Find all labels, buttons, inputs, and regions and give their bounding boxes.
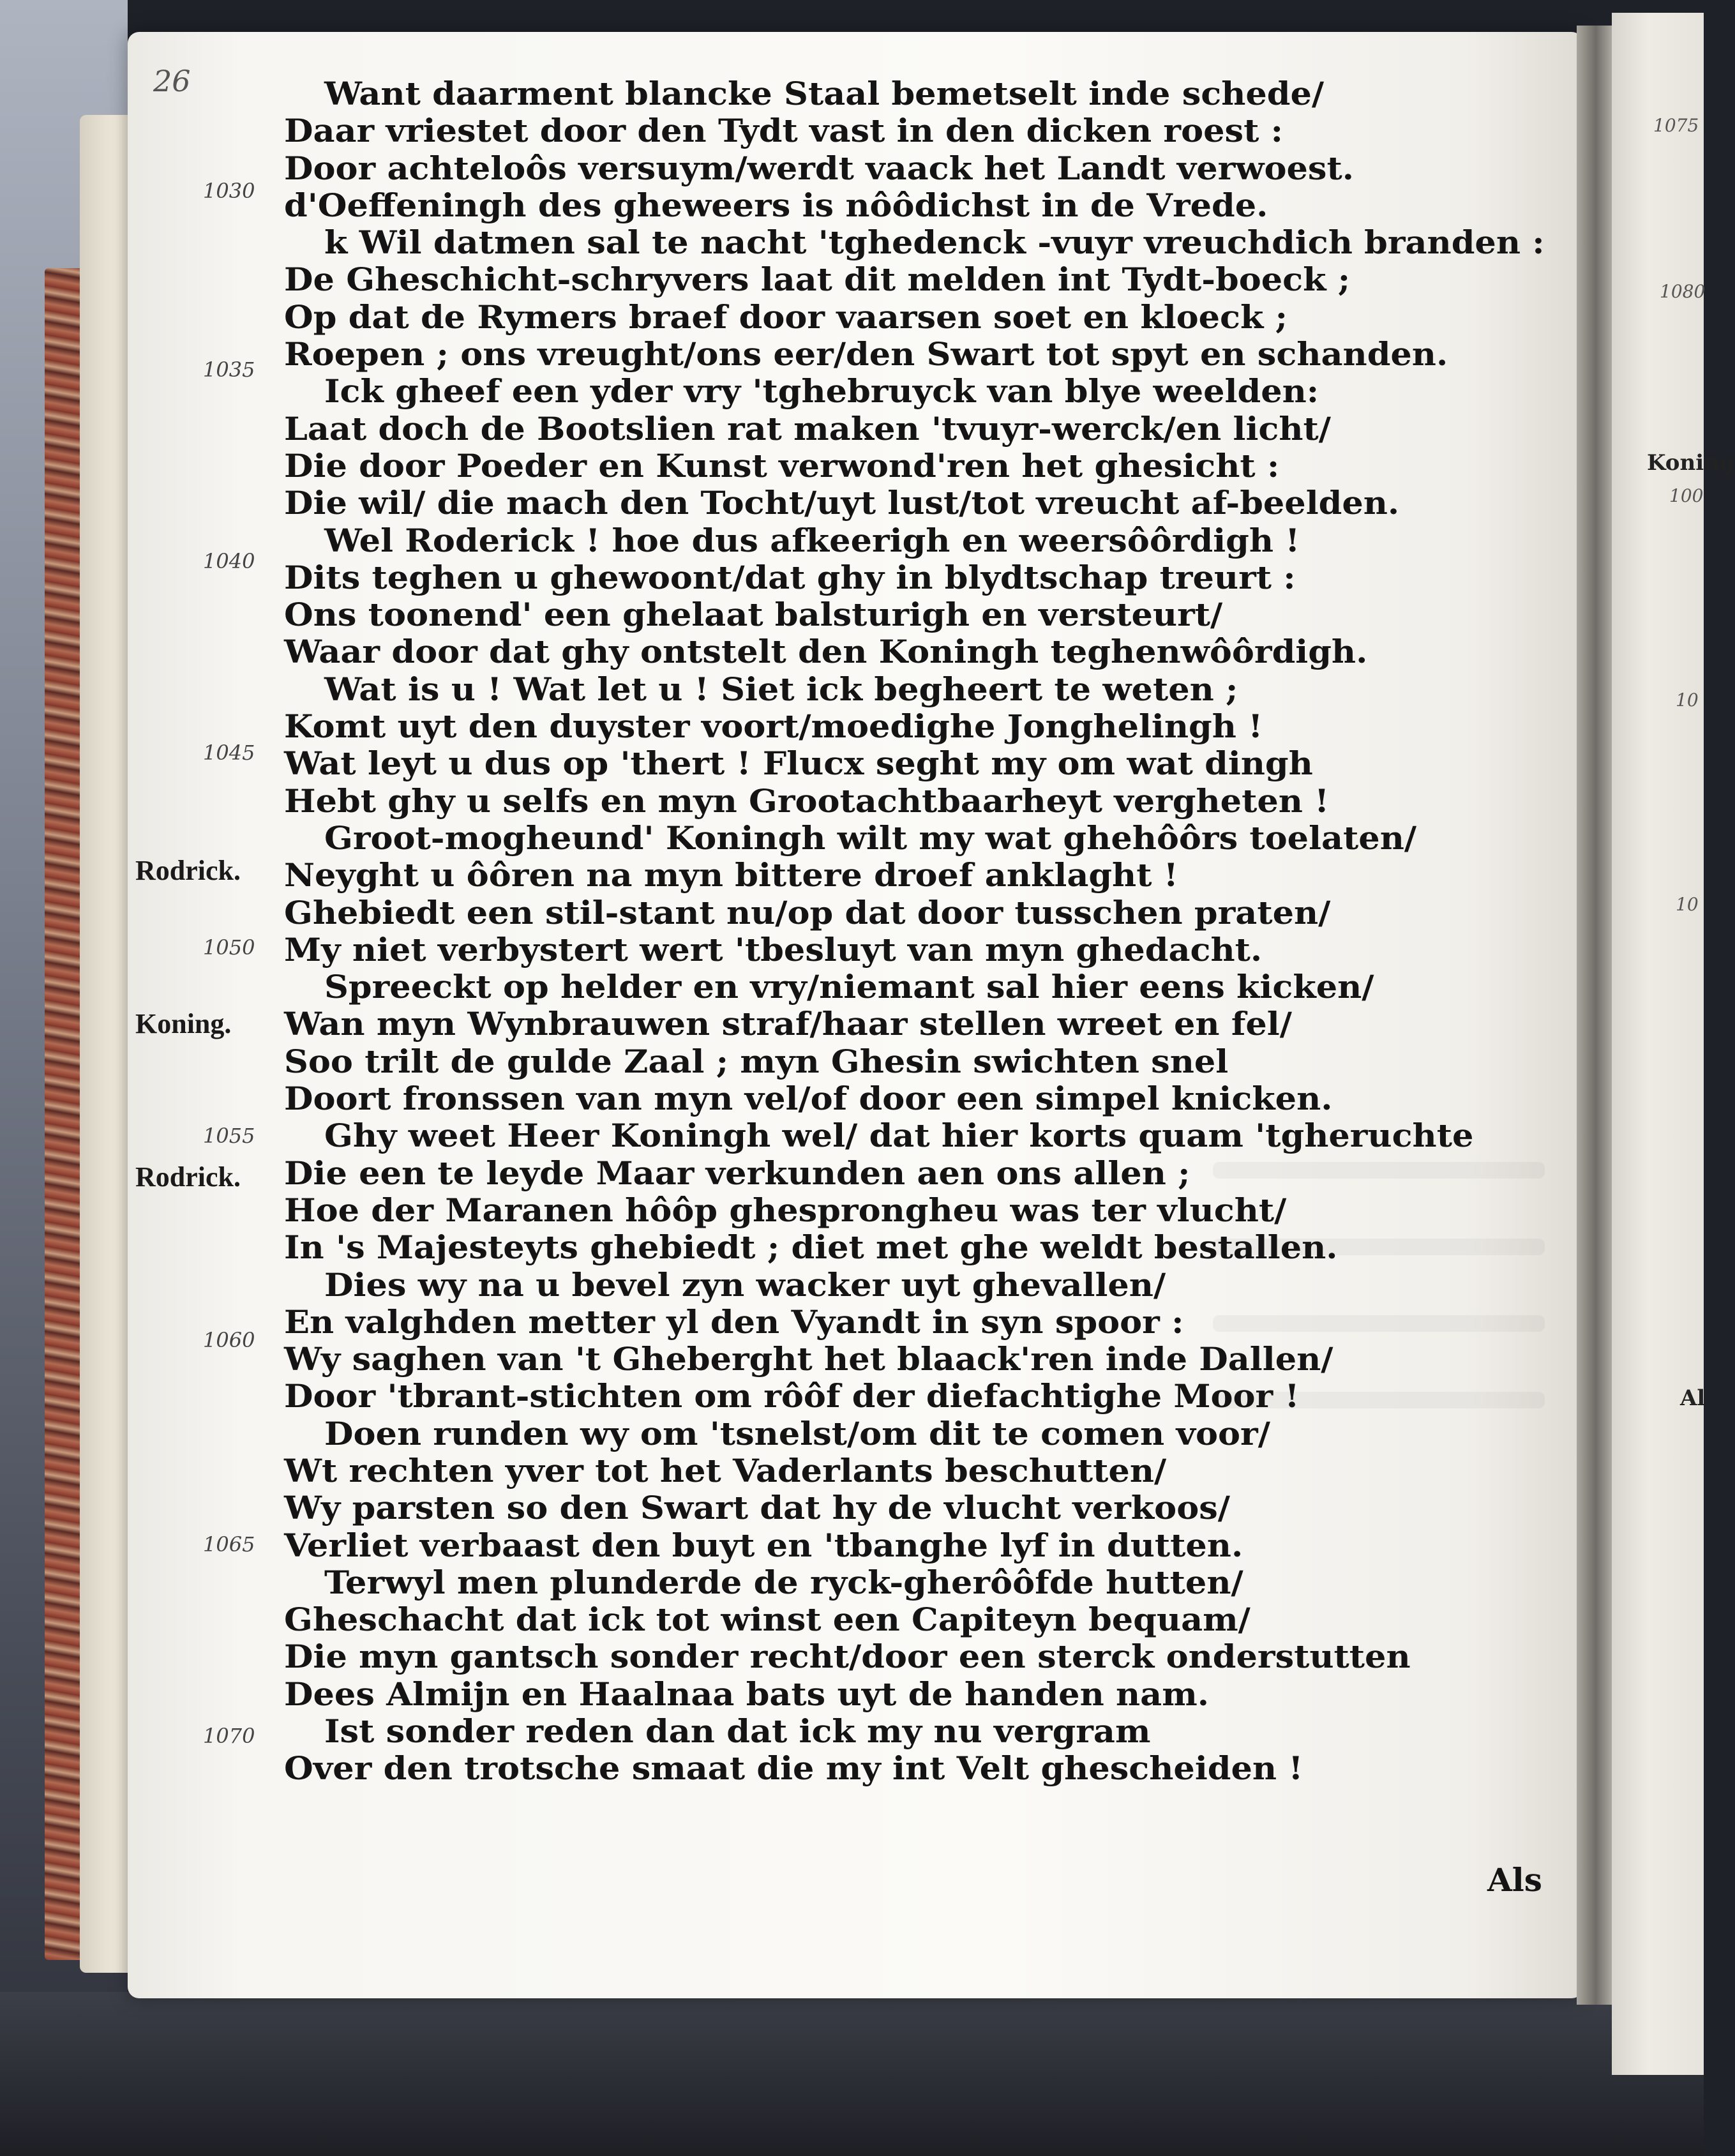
verse-line: Ghy weet Heer Koningh wel/ dat hier korts quam 'tgheruchte [324, 1117, 1474, 1155]
facing-margin-number: 1080 [1660, 281, 1706, 302]
facing-speaker-label: Koning [1647, 450, 1735, 476]
verse-line: Hebt ghy u selfs en myn Grootachtbaarheyt vergheten ! [284, 781, 1330, 820]
verse-line: Wt rechten yver tot het Vaderlants beschutten/ [284, 1451, 1167, 1489]
verse-line: Die myn gantsch sonder recht/door een sterck onderstutten [284, 1638, 1411, 1676]
speaker-label: Rodrick. [135, 855, 241, 886]
line-number: 1040 [203, 549, 255, 573]
verse-line: Wat is u ! Wat let u ! Siet ick begheert te weten ; [324, 670, 1238, 708]
verse-line: Doort fronssen van myn vel/of door een simpel knicken. [284, 1080, 1333, 1118]
verse-line: Waar door dat ghy ontstelt den Koningh teghenwôôrdigh. [284, 633, 1368, 671]
verse-line: Neyght u ôôren na myn bittere droef anklaght ! [284, 856, 1178, 894]
verse-line: Door 'tbrant-stichten om rôôf der diefachtighe Moor ! [284, 1377, 1300, 1415]
line-number: 1055 [203, 1124, 255, 1148]
line-number: 1065 [203, 1532, 255, 1557]
verse-line: Daar vriestet door den Tydt vast in den dicken roest : [284, 112, 1283, 150]
verse-line: Dits teghen u ghewoont/dat ghy in blydtschap treurt : [284, 558, 1296, 596]
verse-line: En valghden metter yl den Vyandt in syn spoor : [284, 1302, 1184, 1341]
line-number: 1070 [203, 1724, 255, 1748]
verse-line: Roepen ; ons vreught/ons eer/den Swart tot spyt en schanden. [284, 335, 1448, 373]
verse-line: De Gheschicht-schryvers laat dit melden int Tydt-boeck ; [284, 260, 1351, 299]
book-gutter [1577, 26, 1615, 2005]
verse-line: d'Oeffeningh des gheweers is nôôdichst in de Vrede. [284, 186, 1268, 224]
page-number: 26 [153, 64, 191, 98]
verse-line: In 's Majesteyts ghebiedt ; diet met ghe weldt bestallen. [284, 1228, 1338, 1267]
verse-line: Die wil/ die mach den Tocht/uyt lust/tot vreucht af-beelden. [284, 484, 1400, 522]
verse-line: Op dat de Rymers braef door vaarsen soet en kloeck ; [284, 298, 1288, 336]
speaker-label: Koning. [135, 1008, 232, 1039]
verse-text [284, 75, 1545, 1788]
verse-line: Ons toonend' een ghelaat balsturigh en versteurt/ [284, 596, 1223, 634]
verse-line: Wat leyt u dus op 'thert ! Flucx seght my om wat dingh [284, 744, 1313, 783]
facing-page [1612, 13, 1704, 2075]
verse-line: Door achteloôs versuym/werdt vaack het Landt verwoest. [284, 149, 1355, 187]
line-number: 1050 [203, 935, 255, 960]
verse-line: Spreeckt op helder en vry/niemant sal hier eens kicken/ [324, 968, 1374, 1006]
line-number: 1045 [203, 741, 255, 765]
verse-line: Wy parsten so den Swart dat hy de vlucht verkoos/ [284, 1489, 1230, 1527]
verse-line: Soo trilt de gulde Zaal ; myn Ghesin swichten snel [284, 1042, 1229, 1080]
facing-margin-number: 1075 [1653, 115, 1699, 136]
facing-margin-number: 10 [1676, 894, 1699, 915]
verse-line: Komt uyt den duyster voort/moedighe Jonghelingh ! [284, 707, 1263, 746]
verse-line: Ick gheef een yder vry 'tghebruyck van blye weelden: [324, 372, 1319, 411]
catchword: Als [1487, 1861, 1542, 1899]
backdrop-bottom [0, 1992, 1704, 2156]
verse-line: Die door Poeder en Kunst verwond'ren het ghesicht : [284, 446, 1280, 485]
speaker-label: Rodrick. [135, 1161, 241, 1193]
verse-line: Wel Roderick ! hoe dus afkeerigh en weersôôrdigh ! [324, 521, 1300, 559]
facing-margin-number: 10 [1676, 690, 1699, 711]
verse-line: Verliet verbaast den buyt en 'tbanghe lyf in dutten. [284, 1526, 1243, 1564]
verse-line: Ist sonder reden dan dat ick my nu vergram [324, 1712, 1151, 1751]
verse-line: Gheschacht dat ick tot winst een Capiteyn bequam/ [284, 1601, 1251, 1639]
verse-line: My niet verbystert wert 'tbesluyt van myn ghedacht. [284, 930, 1263, 969]
line-number: 1030 [203, 179, 255, 203]
verse-line: Dees Almijn en Haalnaa bats uyt de handen nam. [284, 1675, 1210, 1713]
verse-line: Wan myn Wynbrauwen straf/haar stellen wreet en fel/ [284, 1005, 1292, 1043]
verse-line: Over den trotsche smaat die my int Velt ghescheiden ! [284, 1749, 1303, 1788]
verse-line: Want daarment blancke Staal bemetselt inde schede/ [324, 75, 1325, 112]
facing-speaker-label: Al [1680, 1385, 1706, 1411]
verse-line: Terwyl men plunderde de ryck-gherôôfde hutten/ [324, 1563, 1243, 1601]
verse-line: Ghebiedt een stil-stant nu/op dat door tusschen praten/ [284, 893, 1331, 931]
verse-line: Die een te leyde Maar verkunden aen ons allen ; [284, 1154, 1190, 1192]
verse-line: Wy saghen van 't Gheberght het blaack'ren inde Dallen/ [284, 1340, 1333, 1378]
verse-line: Groot-mogheund' Koningh wilt my wat ghehôôrs toelaten/ [324, 818, 1417, 857]
verse-line: Hoe der Maranen hôôp ghesprongheu was ter vlucht/ [284, 1191, 1287, 1229]
verse-line: k Wil datmen sal te nacht 'tghedenck -vuyr vreuchdich branden : [324, 223, 1545, 262]
line-number: 1035 [203, 358, 255, 382]
line-number: 1060 [203, 1328, 255, 1352]
verse-line: Dies wy na u bevel zyn wacker uyt ghevallen/ [324, 1265, 1166, 1304]
verse-line: Laat doch de Bootslien rat maken 'tvuyr-werck/en licht/ [284, 409, 1331, 448]
verse-line: Doen runden wy om 'tsnelst/om dit te comen voor/ [324, 1414, 1270, 1452]
facing-margin-number: 100 [1669, 485, 1704, 506]
